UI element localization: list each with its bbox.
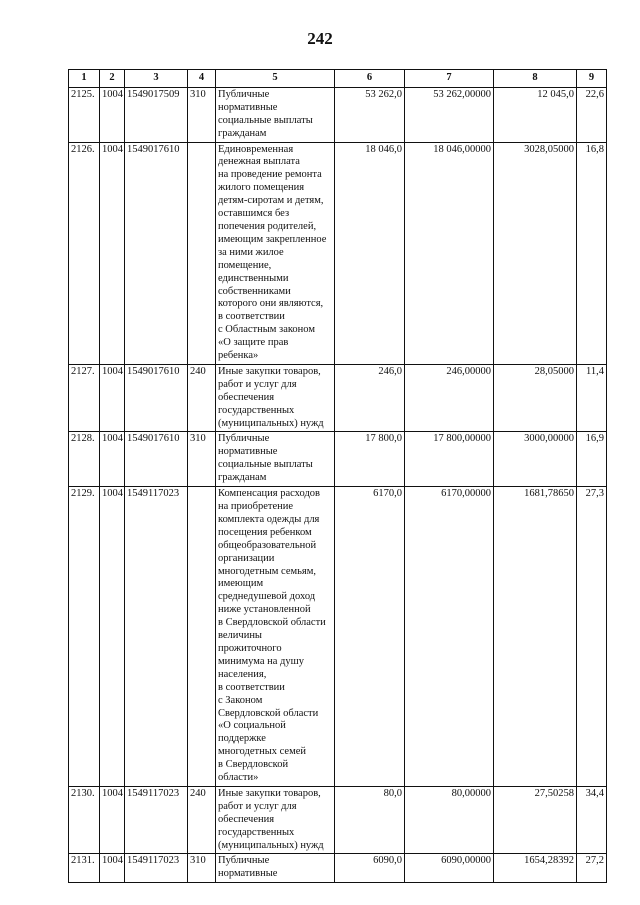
name-cell [216, 432, 335, 487]
name-line: работ и услуг для [218, 378, 297, 390]
name-line: в соответствии [218, 311, 285, 323]
expense-type-cell: 310 [188, 432, 216, 487]
name-line: Иные закупки товаров, [218, 787, 321, 799]
value-col7-cell: 80,00000 [405, 786, 494, 854]
value-col7-cell: 246,00000 [405, 364, 494, 432]
name-line: Публичные [218, 433, 270, 445]
table-row [69, 142, 607, 364]
column-header: 6 [335, 70, 405, 88]
name-line: которого они являются, [218, 298, 324, 310]
value-col7-cell: 6090,00000 [405, 854, 494, 883]
name-line: величины [218, 630, 262, 642]
expense-type-cell: 310 [188, 87, 216, 142]
name-line: ребенка» [218, 350, 259, 362]
name-line: на проведение ремонта [218, 169, 322, 181]
name-line: поддержке [218, 733, 266, 745]
name-line: единственными [218, 272, 289, 284]
value-col9-cell: 27,3 [577, 487, 607, 787]
target-article-cell: 1549017610 [125, 142, 188, 364]
value-col9-cell: 11,4 [577, 364, 607, 432]
name-line: гражданам [218, 127, 267, 139]
name-cell [216, 786, 335, 854]
name-line: многодетным семьям, [218, 565, 317, 577]
name-line: ниже установленной [218, 604, 311, 616]
expense-type-cell [188, 142, 216, 364]
value-col9-cell: 27,2 [577, 854, 607, 883]
name-line: «О защите прав [218, 337, 289, 349]
row-number-cell: 2131. [69, 854, 100, 883]
name-line: в Свердловской области [218, 617, 326, 629]
value-col6-cell: 6090,0 [335, 854, 405, 883]
expense-type-cell [188, 487, 216, 787]
name-line: с Законом [218, 694, 263, 706]
value-col6-cell: 18 046,0 [335, 142, 405, 364]
name-cell [216, 87, 335, 142]
value-col8-cell: 27,50258 [494, 786, 577, 854]
value-col6-cell: 53 262,0 [335, 87, 405, 142]
column-header: 9 [577, 70, 607, 88]
column-header: 7 [405, 70, 494, 88]
table-body [69, 87, 607, 882]
name-line: детям-сиротам и детям, [218, 195, 324, 207]
name-line: гражданам [218, 472, 267, 484]
budget-table [68, 69, 607, 883]
name-line: области» [218, 772, 259, 784]
value-col9-cell: 16,8 [577, 142, 607, 364]
name-line: социальные выплаты [218, 459, 313, 471]
name-line: обеспечения [218, 391, 275, 403]
table-row [69, 364, 607, 432]
name-line: с Областным законом [218, 324, 315, 336]
name-line: общеобразовательной [218, 539, 317, 551]
name-line: нормативные [218, 868, 278, 880]
name-line: в соответствии [218, 681, 285, 693]
table-row [69, 854, 607, 883]
name-line: собственниками [218, 285, 291, 297]
target-article-cell: 1549017610 [125, 432, 188, 487]
name-line: оставшимся без [218, 208, 290, 220]
column-header: 3 [125, 70, 188, 88]
name-line: помещение, [218, 259, 272, 271]
table-row [69, 786, 607, 854]
table-header-row [69, 70, 607, 88]
name-line: попечения родителей, [218, 220, 317, 232]
section-code-cell: 1004 [100, 432, 125, 487]
section-code-cell: 1004 [100, 487, 125, 787]
name-line: организации [218, 552, 275, 564]
target-article-cell: 1549117023 [125, 854, 188, 883]
value-col9-cell: 34,4 [577, 786, 607, 854]
value-col8-cell: 1654,28392 [494, 854, 577, 883]
name-cell [216, 854, 335, 883]
value-col6-cell: 6170,0 [335, 487, 405, 787]
name-line: государственных [218, 826, 295, 838]
name-line: Компенсация расходов [218, 488, 320, 500]
value-col7-cell: 53 262,00000 [405, 87, 494, 142]
name-line: (муниципальных) нужд [218, 839, 324, 851]
expense-type-cell: 310 [188, 854, 216, 883]
value-col7-cell: 6170,00000 [405, 487, 494, 787]
row-number-cell: 2129. [69, 487, 100, 787]
name-line: работ и услуг для [218, 800, 297, 812]
value-col8-cell: 12 045,0 [494, 87, 577, 142]
table-row [69, 87, 607, 142]
name-line: комплекта одежды для [218, 513, 320, 525]
section-code-cell: 1004 [100, 854, 125, 883]
expense-type-cell: 240 [188, 786, 216, 854]
column-header: 5 [216, 70, 335, 88]
value-col6-cell: 17 800,0 [335, 432, 405, 487]
name-line: имеющим [218, 578, 264, 590]
target-article-cell: 1549117023 [125, 786, 188, 854]
row-number-cell: 2127. [69, 364, 100, 432]
name-line: минимума на душу [218, 655, 304, 667]
name-cell [216, 487, 335, 787]
column-header: 4 [188, 70, 216, 88]
name-line: среднедушевой доход [218, 591, 316, 603]
row-number-cell: 2130. [69, 786, 100, 854]
name-line: денежная выплата [218, 156, 300, 168]
name-line: жилого помещения [218, 182, 305, 194]
name-line: (муниципальных) нужд [218, 417, 324, 429]
name-line: Единовременная [218, 143, 294, 155]
name-cell [216, 142, 335, 364]
name-line: Свердловской области [218, 707, 319, 719]
name-line: обеспечения [218, 813, 275, 825]
name-line: посещения ребенком [218, 526, 312, 538]
name-line: нормативные [218, 446, 278, 458]
name-cell [216, 364, 335, 432]
value-col8-cell: 1681,78650 [494, 487, 577, 787]
name-line: прожиточного [218, 642, 282, 654]
column-header: 8 [494, 70, 577, 88]
name-line: многодетных семей [218, 746, 307, 758]
name-line: населения, [218, 668, 267, 680]
value-col7-cell: 18 046,00000 [405, 142, 494, 364]
name-line: на приобретение [218, 501, 294, 512]
name-line: нормативные [218, 101, 278, 113]
value-col9-cell: 22,6 [577, 87, 607, 142]
value-col8-cell: 3000,00000 [494, 432, 577, 487]
row-number-cell: 2125. [69, 87, 100, 142]
table-row [69, 432, 607, 487]
row-number-cell: 2126. [69, 142, 100, 364]
column-header: 2 [100, 70, 125, 88]
target-article-cell: 1549117023 [125, 487, 188, 787]
expense-type-cell: 240 [188, 364, 216, 432]
value-col7-cell: 17 800,00000 [405, 432, 494, 487]
column-header: 1 [69, 70, 100, 88]
row-number-cell: 2128. [69, 432, 100, 487]
name-line: «О социальной [218, 720, 286, 732]
section-code-cell: 1004 [100, 364, 125, 432]
name-line: Публичные [218, 855, 270, 867]
name-line: имеющим закрепленное [218, 233, 327, 245]
name-line: за ними жилое [218, 246, 284, 258]
value-col8-cell: 28,05000 [494, 364, 577, 432]
table-row [69, 487, 607, 787]
name-line: Иные закупки товаров, [218, 365, 321, 377]
section-code-cell: 1004 [100, 87, 125, 142]
section-code-cell: 1004 [100, 786, 125, 854]
name-line: социальные выплаты [218, 114, 313, 126]
section-code-cell: 1004 [100, 142, 125, 364]
value-col9-cell: 16,9 [577, 432, 607, 487]
target-article-cell: 1549017610 [125, 364, 188, 432]
value-col6-cell: 80,0 [335, 786, 405, 854]
value-col8-cell: 3028,05000 [494, 142, 577, 364]
name-line: в Свердловской [218, 759, 289, 771]
name-line: Публичные [218, 88, 270, 100]
page-number: 242 [307, 29, 333, 48]
target-article-cell: 1549017509 [125, 87, 188, 142]
value-col6-cell: 246,0 [335, 364, 405, 432]
name-line: государственных [218, 404, 295, 416]
